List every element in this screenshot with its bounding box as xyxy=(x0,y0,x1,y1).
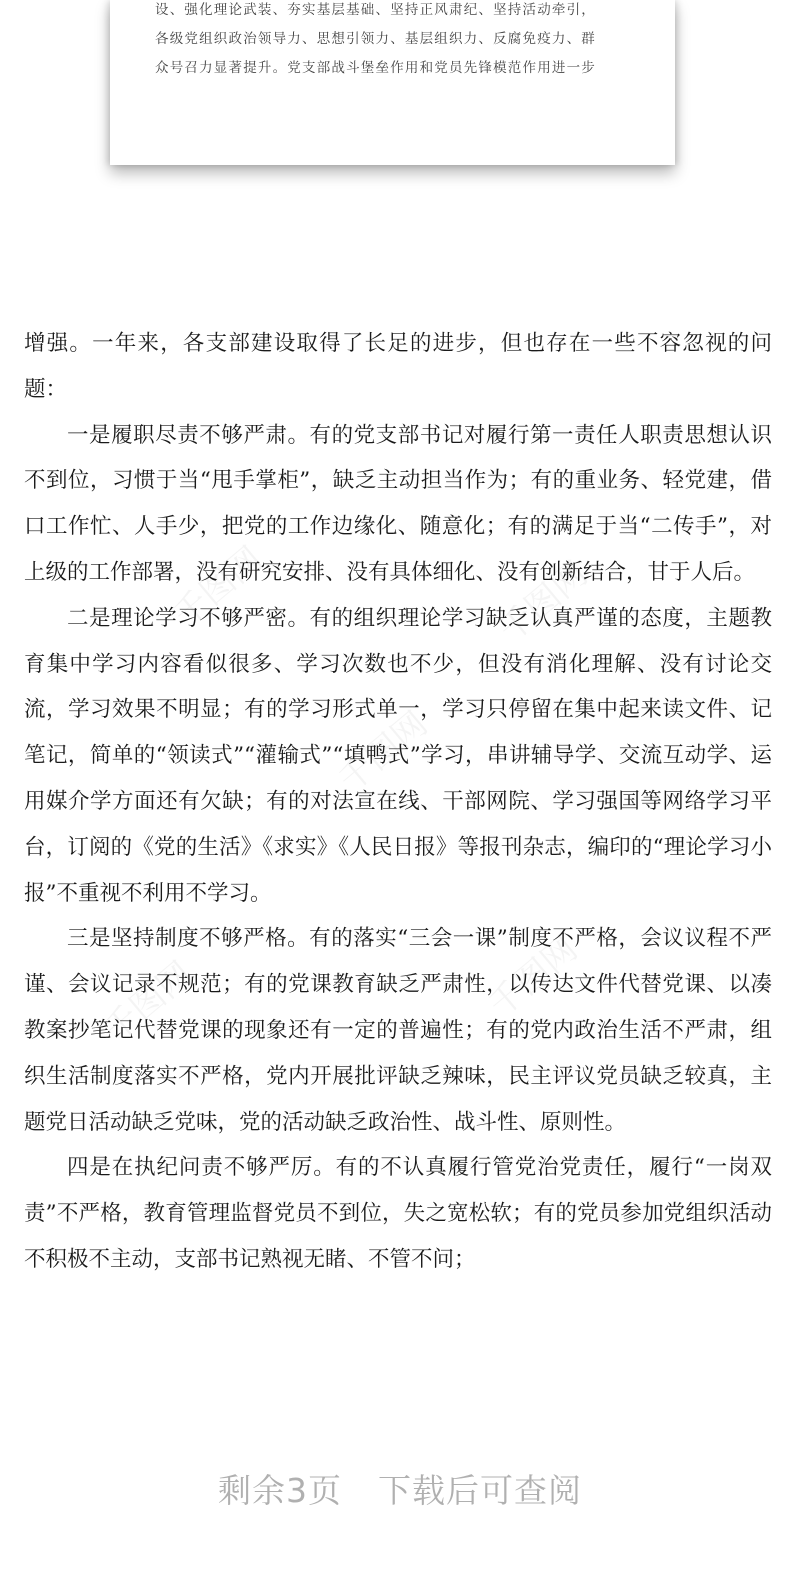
paragraph-intro: 增强。一年来，各支部建设取得了长足的进步，但也存在一些不容忽视的问题： xyxy=(24,331,772,402)
paragraph-point-3: 三是坚持制度不够严格。有的落实“三会一课”制度不严格，会议议程不严谨、会议记录不规范；有的党课教育缺乏严肃性，以传达文件代替党课、以凑教案抄笔记代替党课的现象还有一定的普遍性；有的党内政治生活不严肃，组织生活制度落实不严格，党内开展批评缺乏辣味，民主评议党员缺乏较真，主题党日活动缺乏党味，党的活动缺乏政治性、战斗性、原则性。 xyxy=(24,926,772,1135)
watermark: 千图网 xyxy=(491,554,596,651)
preview-card xyxy=(110,0,675,165)
watermark: 千图网 xyxy=(331,704,436,801)
download-prompt[interactable] xyxy=(0,1465,800,1512)
document-body xyxy=(24,321,772,1283)
watermark: 千图网 xyxy=(481,929,586,1026)
paragraph-point-1: 一是履职尽责不够严肃。有的党支部书记对履行第一责任人职责思想认识不到位，习惯于当“甩手掌柜”，缺乏主动担当作为；有的重业务、轻党建，借口工作忙、人手少，把党的工作边缘化、随意化；有的满足于当“二传手”，对上级的工作部署，没有研究安排、没有具体细化、没有创新结合，甘于人后。 xyxy=(24,422,772,585)
remaining-pages-label: 剩余3页 xyxy=(218,1471,342,1510)
preview-line: 各级党组织政治领导力、思想引领力、基层组织力、反腐免疫力、群 xyxy=(155,31,596,47)
preview-line: 设、强化理论武装、夯实基层基础、坚持正风肃纪、坚持活动牵引， xyxy=(155,2,596,18)
download-to-view-label: 下载后可查阅 xyxy=(378,1471,582,1510)
paragraph-point-4: 四是在执纪问责不够严厉。有的不认真履行管党治党责任，履行“一岗双责”不严格，教育管理监督党员不到位，失之宽松软；有的党员参加党组织活动不积极不主动，支部书记熟视无睹、不管不问； xyxy=(24,1155,772,1272)
paragraph-point-2: 二是理论学习不够严密。有的组织理论学习缺乏认真严谨的态度，主题教育集中学习内容看似很多、学习次数也不少，但没有消化理解、没有讨论交流，学习效果不明显；有的学习形式单一，学习只停留在集中起来读文件、记笔记，简单的“领读式”“灌输式”“填鸭式”学习，串讲辅导学、交流互动学、运用媒介学方面还有欠缺；有的对法宣在线、干部网院、学习强国等网络学习平台，订阅的《党的生活》《求实》《人民日报》等报刊杂志，编印的“理论学习小报”不重视不利用不学习。 xyxy=(24,605,772,906)
watermark: 千图网 xyxy=(96,954,201,1051)
watermark: 千图网 xyxy=(166,539,271,636)
preview-line: 众号召力显著提升。党支部战斗堡垒作用和党员先锋模范作用进一步 xyxy=(155,60,596,76)
